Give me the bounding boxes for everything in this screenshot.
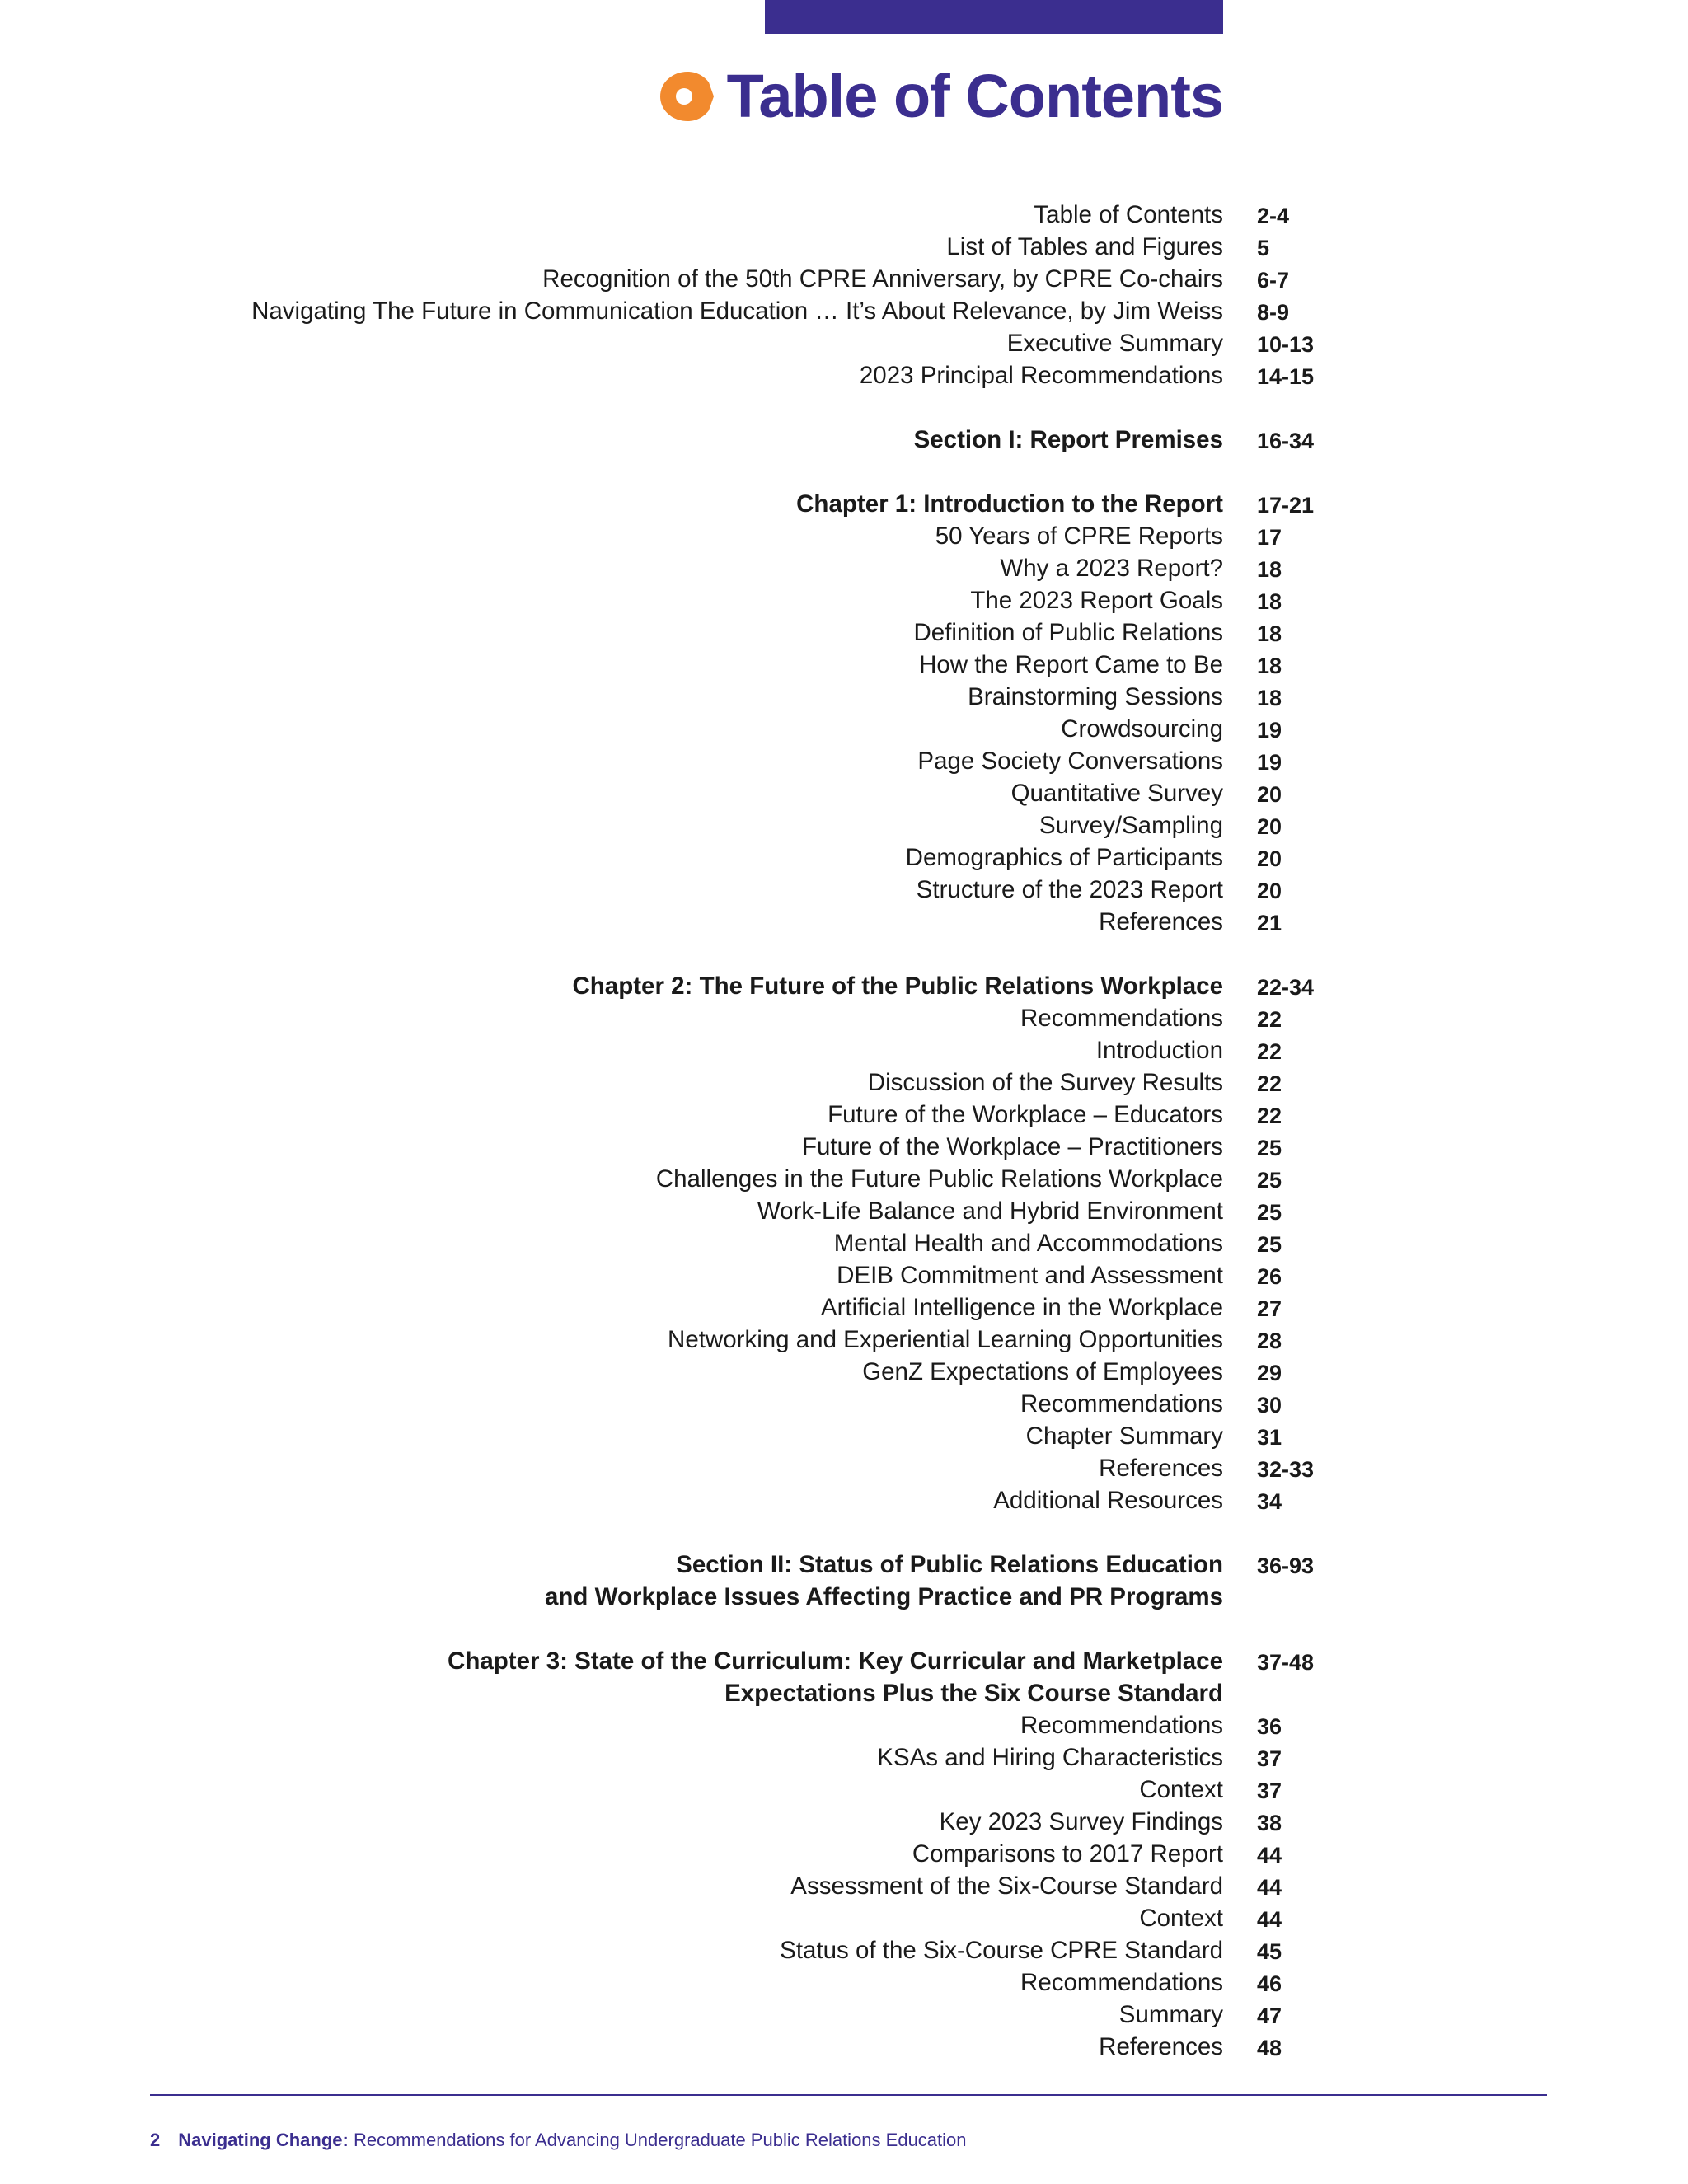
toc-row xyxy=(0,649,1688,681)
toc-entry-label: Future of the Workplace – Educators xyxy=(828,1101,1223,1128)
toc-row xyxy=(0,906,1688,938)
toc-entry-label: DEIB Commitment and Assessment xyxy=(837,1262,1223,1289)
toc-page-number: 36 xyxy=(1257,1714,1282,1739)
toc-row xyxy=(0,1452,1688,1484)
toc-entry-label: Comparisons to 2017 Report xyxy=(912,1840,1223,1868)
toc-entry-label: Artificial Intelligence in the Workplace xyxy=(820,1294,1223,1321)
toc-entry-label: Brainstorming Sessions xyxy=(968,683,1223,710)
toc-row xyxy=(0,1324,1688,1356)
toc-page-number: 2-4 xyxy=(1257,204,1290,228)
toc-row xyxy=(0,874,1688,906)
toc-row xyxy=(0,777,1688,809)
toc-page-number: 22 xyxy=(1257,1104,1282,1128)
toc-row xyxy=(0,1902,1688,1934)
toc-row xyxy=(0,1806,1688,1838)
toc-row xyxy=(0,1291,1688,1324)
toc-entry-label: Introduction xyxy=(1095,1037,1223,1064)
toc-entry-label: Why a 2023 Report? xyxy=(1000,555,1223,582)
toc-page-number: 17 xyxy=(1257,525,1282,550)
toc-page-number: 38 xyxy=(1257,1811,1282,1835)
toc-entry-label: Definition of Public Relations xyxy=(913,619,1223,646)
toc-entry-label: Chapter 3: State of the Curriculum: Key Curricular and Marketplace xyxy=(448,1647,1223,1675)
toc-entry-label: List of Tables and Figures xyxy=(946,233,1223,260)
toc-entry-label: Work-Life Balance and Hybrid Environment xyxy=(757,1197,1223,1225)
toc-page-number: 30 xyxy=(1257,1393,1282,1418)
toc-entry-label: KSAs and Hiring Characteristics xyxy=(877,1744,1223,1771)
toc-page-number: 18 xyxy=(1257,621,1282,646)
toc-heading-row xyxy=(0,424,1688,456)
toc-row xyxy=(0,2031,1688,2063)
toc-row xyxy=(0,1709,1688,1741)
toc-row xyxy=(0,552,1688,584)
toc-row xyxy=(0,616,1688,649)
toc-row xyxy=(0,1099,1688,1131)
toc-entry-label: Context xyxy=(1139,1905,1223,1932)
toc-row xyxy=(0,1131,1688,1163)
toc-row xyxy=(0,263,1688,295)
footer-subtitle: Recommendations for Advancing Undergraduate Public Relations Education xyxy=(353,2130,967,2150)
toc-entry-label: Survey/Sampling xyxy=(1039,812,1223,839)
toc-entry-label: GenZ Expectations of Employees xyxy=(862,1358,1223,1385)
toc-row xyxy=(0,1163,1688,1195)
toc-entry-label: Chapter 1: Introduction to the Report xyxy=(796,490,1223,518)
toc-row xyxy=(0,1838,1688,1870)
toc-page-number: 25 xyxy=(1257,1200,1282,1225)
toc-entry-label: Expectations Plus the Six Course Standard xyxy=(724,1680,1223,1707)
toc-row xyxy=(0,1195,1688,1227)
toc-entry-label: Quantitative Survey xyxy=(1010,780,1223,807)
toc-page-number: 44 xyxy=(1257,1875,1282,1900)
toc-heading-row xyxy=(0,970,1688,1002)
toc-page-number: 29 xyxy=(1257,1361,1282,1385)
toc-row xyxy=(0,1227,1688,1259)
footer-divider xyxy=(150,2094,1547,2096)
toc-page-number: 25 xyxy=(1257,1232,1282,1257)
toc-row xyxy=(0,1484,1688,1516)
toc-page-number: 20 xyxy=(1257,782,1282,807)
toc-heading-row xyxy=(0,1645,1688,1677)
table-of-contents xyxy=(0,199,1688,2063)
toc-row xyxy=(0,1066,1688,1099)
toc-entry-label: Recommendations xyxy=(1020,1390,1223,1418)
toc-entry-label: References xyxy=(1099,1455,1223,1482)
toc-page-number: 37-48 xyxy=(1257,1650,1315,1675)
toc-heading-row xyxy=(0,488,1688,520)
toc-page-number: 25 xyxy=(1257,1136,1282,1160)
toc-row xyxy=(0,1388,1688,1420)
toc-row xyxy=(0,1999,1688,2031)
toc-entry-label: Summary xyxy=(1118,2001,1223,2028)
toc-page-number: 37 xyxy=(1257,1746,1282,1771)
toc-entry-label: Key 2023 Survey Findings xyxy=(939,1808,1223,1835)
toc-entry-label: Page Society Conversations xyxy=(917,748,1223,775)
toc-entry-label: Structure of the 2023 Report xyxy=(916,876,1223,903)
toc-entry-label: Chapter Summary xyxy=(1025,1422,1223,1450)
title-block xyxy=(656,59,1223,134)
toc-page-number: 18 xyxy=(1257,557,1282,582)
toc-page-number: 44 xyxy=(1257,1843,1282,1868)
toc-page-number: 10-13 xyxy=(1257,332,1315,357)
page-title: Table of Contents xyxy=(726,62,1223,130)
orange-pin-icon xyxy=(656,69,715,124)
toc-page-number: 8-9 xyxy=(1257,300,1290,325)
toc-row xyxy=(0,1356,1688,1388)
toc-row xyxy=(0,520,1688,552)
toc-entry-label: Discussion of the Survey Results xyxy=(867,1069,1223,1096)
toc-entry-label: Challenges in the Future Public Relations Workplace xyxy=(655,1165,1223,1193)
toc-entry-label: 2023 Principal Recommendations xyxy=(859,362,1223,389)
toc-row xyxy=(0,359,1688,391)
toc-row xyxy=(0,1966,1688,1999)
toc-page-number: 26 xyxy=(1257,1264,1282,1289)
toc-heading-row xyxy=(0,1549,1688,1581)
toc-page-number: 5 xyxy=(1257,236,1270,260)
toc-entry-label: Executive Summary xyxy=(1006,330,1223,357)
toc-entry-label: Networking and Experiential Learning Opportunities xyxy=(668,1326,1223,1353)
toc-page-number: 17-21 xyxy=(1257,493,1315,518)
toc-row xyxy=(0,231,1688,263)
toc-row xyxy=(0,745,1688,777)
toc-page-number: 14-15 xyxy=(1257,364,1315,389)
header-color-bar xyxy=(765,0,1223,34)
toc-page-number: 45 xyxy=(1257,1939,1282,1964)
toc-page-number: 31 xyxy=(1257,1425,1282,1450)
toc-page-number: 47 xyxy=(1257,2004,1282,2028)
toc-row xyxy=(0,1420,1688,1452)
toc-row xyxy=(0,1741,1688,1774)
toc-entry-label: Status of the Six-Course CPRE Standard xyxy=(780,1937,1223,1964)
toc-row xyxy=(0,295,1688,327)
toc-entry-label: Crowdsourcing xyxy=(1061,715,1223,743)
toc-page-number: 16-34 xyxy=(1257,429,1315,453)
toc-page-number: 32-33 xyxy=(1257,1457,1315,1482)
toc-page-number: 18 xyxy=(1257,654,1282,678)
toc-page-number: 37 xyxy=(1257,1779,1282,1803)
toc-entry-label: Assessment of the Six-Course Standard xyxy=(790,1872,1223,1900)
toc-page-number: 36-93 xyxy=(1257,1554,1315,1578)
toc-entry-label: 50 Years of CPRE Reports xyxy=(935,523,1223,550)
toc-row xyxy=(0,713,1688,745)
toc-row xyxy=(0,809,1688,841)
toc-page-number: 22 xyxy=(1257,1071,1282,1096)
toc-page-number: 20 xyxy=(1257,846,1282,871)
toc-entry-label: References xyxy=(1099,908,1223,935)
toc-page-number: 28 xyxy=(1257,1329,1282,1353)
toc-entry-label: Recommendations xyxy=(1020,1712,1223,1739)
toc-row xyxy=(0,584,1688,616)
toc-page-number: 48 xyxy=(1257,2036,1282,2060)
toc-entry-label: Recognition of the 50th CPRE Anniversary, by CPRE Co-chairs xyxy=(542,265,1223,293)
footer xyxy=(150,2128,967,2153)
toc-heading-row xyxy=(0,1677,1688,1709)
toc-entry-label: Table of Contents xyxy=(1034,201,1223,228)
toc-row xyxy=(0,1870,1688,1902)
toc-row xyxy=(0,681,1688,713)
toc-entry-label: References xyxy=(1099,2033,1223,2060)
toc-row xyxy=(0,1934,1688,1966)
toc-row xyxy=(0,1002,1688,1034)
toc-page-number: 22 xyxy=(1257,1039,1282,1064)
toc-page-number: 25 xyxy=(1257,1168,1282,1193)
toc-page-number: 19 xyxy=(1257,750,1282,775)
toc-row xyxy=(0,199,1688,231)
toc-entry-label: Mental Health and Accommodations xyxy=(833,1230,1223,1257)
footer-title: Navigating Change: xyxy=(178,2130,349,2150)
toc-entry-label: and Workplace Issues Affecting Practice and PR Programs xyxy=(545,1583,1223,1610)
toc-entry-label: How the Report Came to Be xyxy=(919,651,1223,678)
toc-page-number: 20 xyxy=(1257,814,1282,839)
toc-entry-label: Section II: Status of Public Relations Education xyxy=(676,1551,1223,1578)
toc-page-number: 21 xyxy=(1257,911,1282,935)
toc-page-number: 34 xyxy=(1257,1489,1282,1514)
toc-row xyxy=(0,1034,1688,1066)
toc-page-number: 18 xyxy=(1257,589,1282,614)
toc-row xyxy=(0,1259,1688,1291)
toc-page-number: 20 xyxy=(1257,879,1282,903)
toc-page-number: 19 xyxy=(1257,718,1282,743)
toc-page-number: 44 xyxy=(1257,1907,1282,1932)
toc-entry-label: Chapter 2: The Future of the Public Relations Workplace xyxy=(572,972,1223,1000)
toc-page-number: 18 xyxy=(1257,686,1282,710)
toc-page-number: 27 xyxy=(1257,1296,1282,1321)
toc-entry-label: Future of the Workplace – Practitioners xyxy=(801,1133,1223,1160)
toc-entry-label: Recommendations xyxy=(1020,1005,1223,1032)
toc-row xyxy=(0,841,1688,874)
toc-row xyxy=(0,1774,1688,1806)
toc-page-number: 22-34 xyxy=(1257,975,1315,1000)
toc-row xyxy=(0,327,1688,359)
toc-entry-label: Demographics of Participants xyxy=(905,844,1223,871)
toc-entry-label: The 2023 Report Goals xyxy=(970,587,1223,614)
toc-entry-label: Additional Resources xyxy=(993,1487,1223,1514)
toc-entry-label: Recommendations xyxy=(1020,1969,1223,1996)
toc-entry-label: Context xyxy=(1139,1776,1223,1803)
toc-page-number: 6-7 xyxy=(1257,268,1290,293)
toc-heading-row xyxy=(0,1581,1688,1613)
footer-page-number: 2 xyxy=(150,2130,161,2150)
toc-page-number: 22 xyxy=(1257,1007,1282,1032)
toc-entry-label: Navigating The Future in Communication Education … It’s About Relevance, by Jim Weiss xyxy=(251,298,1223,325)
toc-entry-label: Section I: Report Premises xyxy=(913,426,1223,453)
toc-page-number: 46 xyxy=(1257,1971,1282,1996)
